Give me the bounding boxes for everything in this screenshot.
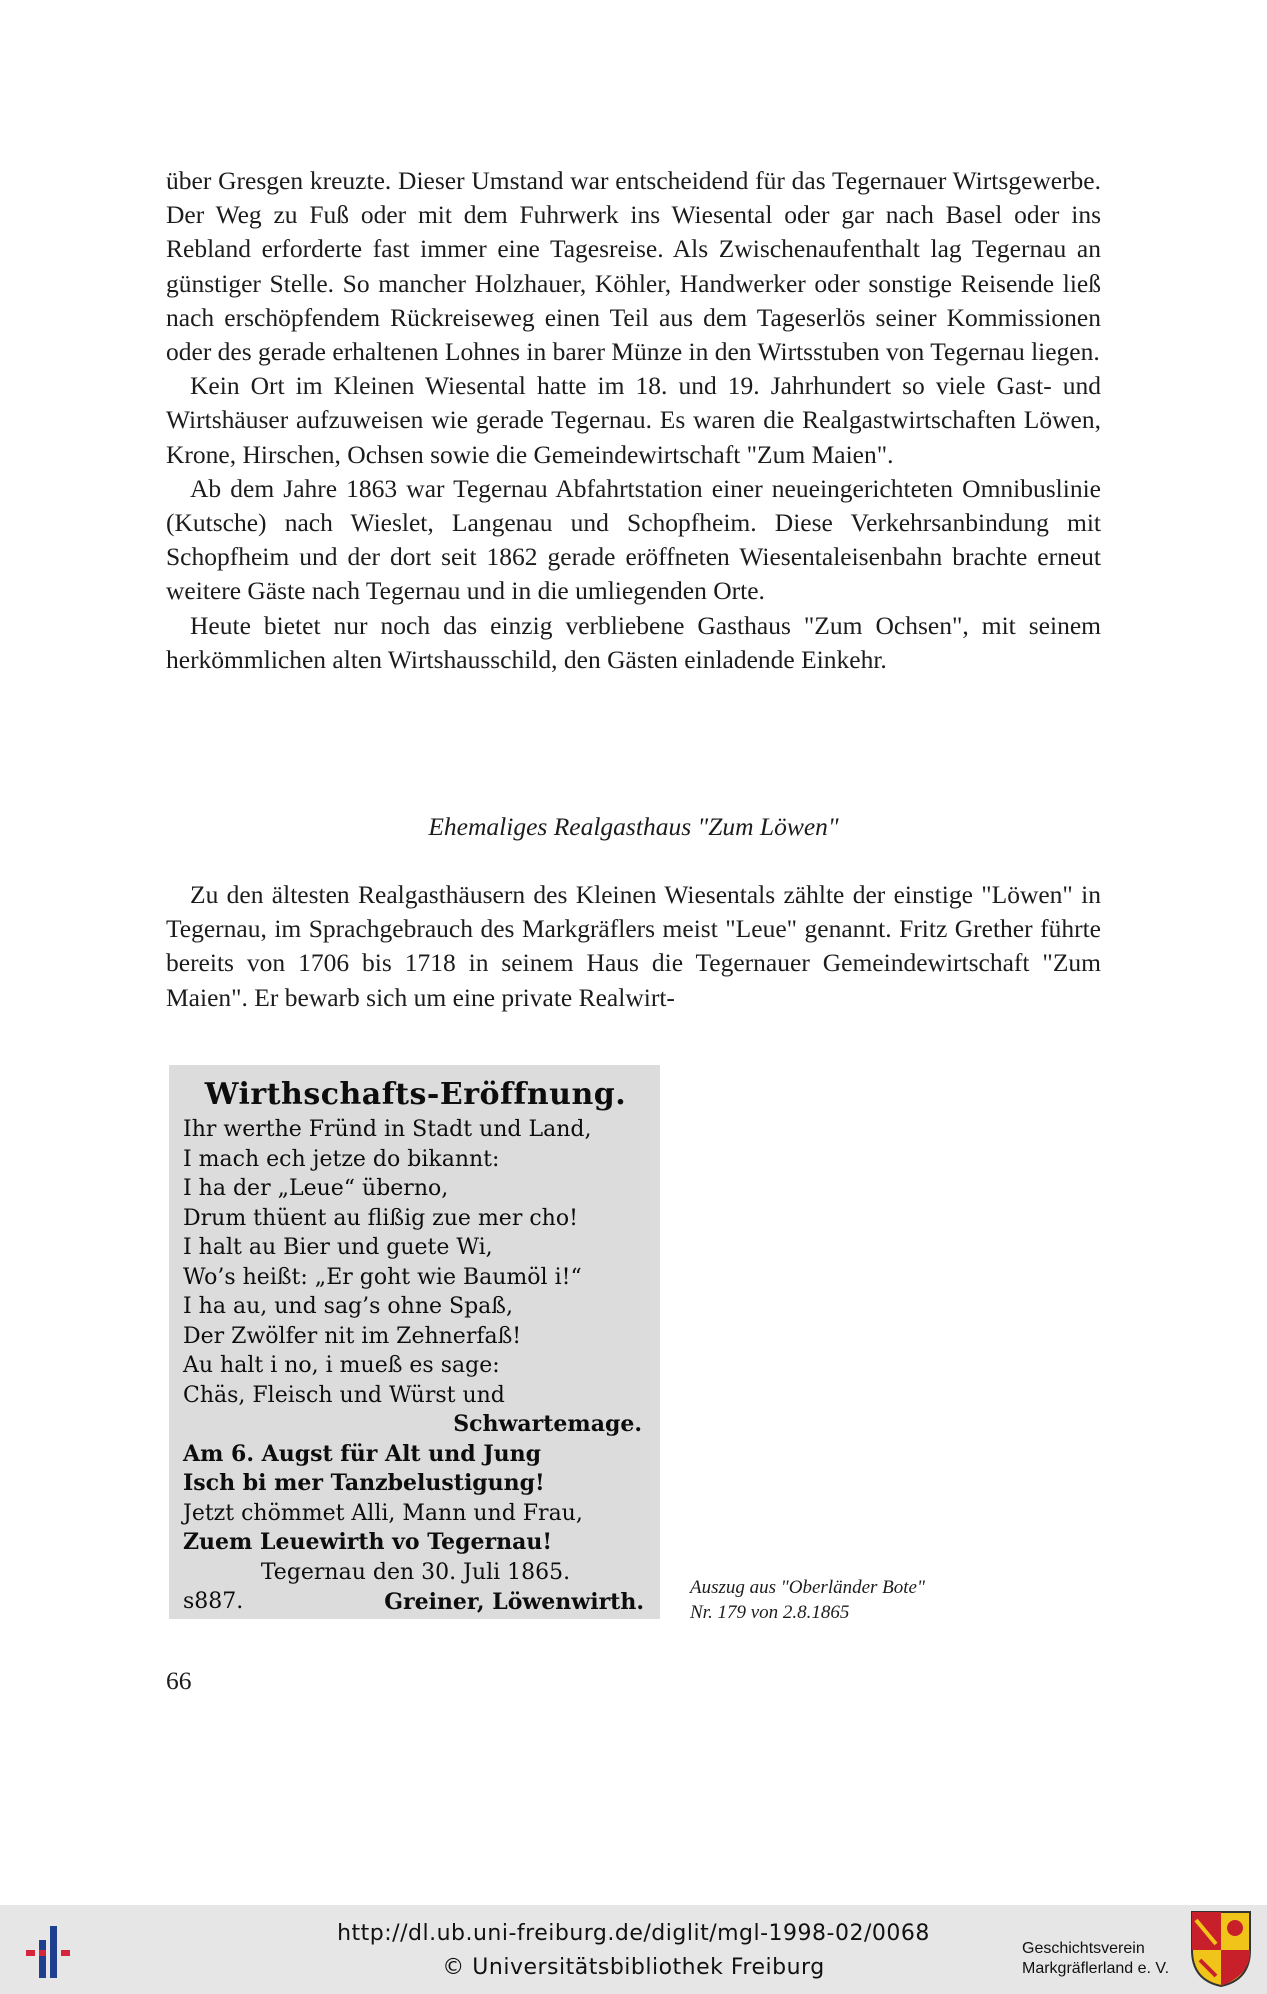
caption-line: Auszug aus "Oberländer Bote"	[690, 1577, 925, 1598]
clipping-line: I ha der „Leue“ überno,	[183, 1176, 449, 1201]
page-number: 66	[166, 1666, 192, 1695]
coat-of-arms-icon	[1190, 1910, 1252, 1988]
clipping-line: Der Zwölfer nit im Zehnerfaß!	[183, 1323, 522, 1349]
section-heading: Ehemaliges Realgasthaus "Zum Löwen"	[428, 812, 839, 841]
society-line: Markgräflerland e. V.	[1022, 1960, 1170, 1977]
society-name	[1022, 1939, 1182, 1979]
section-body-text	[166, 878, 1101, 1015]
clipping-line: I ha au, und sag’s ohne Spaß,	[183, 1294, 513, 1319]
paragraph: Ab dem Jahre 1863 war Tegernau Abfahrtstation einer neueingerichteten Omnibuslinie (Kutsche) nach Wieslet, Langenau und Schopfheim. Diese Verkehrsanbindung mit Schopfheim und der dort seit 1862 gerade eröffneten Wiesentaleisenbahn brachte erneut weitere Gäste nach Tegernau und in die umliegenden Orte.	[166, 473, 1101, 606]
paragraph: Kein Ort im Kleinen Wiesental hatte im 18. und 19. Jahrhundert so viele Gast- und Wirtshäuser aufzuweisen wie gerade Tegernau. Es waren die Realgastwirtschaften Löwen, Krone, Hirschen, Ochsen sowie die Gemeindewirtschaft "Zum Maien".	[166, 371, 1101, 469]
paragraph: Zu den ältesten Realgasthäusern des Kleinen Wiesentals zählte der einstige "Löwen" in Tegernau, im Sprachgebrauch des Markgräflers meist "Leue" genannt. Fritz Grether führte bereits von 1706 bis 1718 in seinem Haus die Tegernauer Gemeindewirtschaft "Zum Maien". Er bewarb sich um eine private Realwirt-	[166, 880, 1101, 1012]
clipping-line: I halt au Bier und guete Wi,	[183, 1235, 493, 1260]
clipping-line: Drum thüent au flißig zue mer cho!	[183, 1205, 578, 1231]
clipping-line: Au halt i no, i mueß es sage:	[183, 1353, 500, 1378]
clipping-line: Isch bi mer Tanzbelustigung!	[183, 1470, 545, 1496]
clipping-line: Chäs, Fleisch und Würst und	[183, 1382, 505, 1408]
clipping-title: Wirthschafts-Eröffnung.	[204, 1077, 627, 1112]
clipping-line: Am 6. Augst für Alt und Jung	[183, 1440, 542, 1467]
clipping-footer	[183, 1587, 648, 1617]
paragraph: Heute bietet nur noch das einzig verbliebene Gasthaus "Zum Ochsen", mit seinem herkömmlichen alten Wirtshausschild, den Gästen einladende Einkehr.	[166, 610, 1101, 674]
clipping-ad-number: s887.	[183, 1589, 244, 1614]
clipping-line: Tegernau den 30. Juli 1865.	[260, 1559, 571, 1585]
society-line: Geschichtsverein	[1022, 1940, 1145, 1957]
clipping-signature: Greiner, Löwenwirth.	[384, 1589, 644, 1615]
clipping-line: Schwartemage.	[453, 1411, 642, 1437]
clipping-line: Wo’s heißt: „Er goht wie Baumöl i!“	[183, 1264, 582, 1290]
footer-bar	[0, 1905, 1267, 1994]
clipping-line: I mach ech jetze do bikannt:	[183, 1146, 500, 1172]
permalink-link[interactable]: http://dl.ub.uni-freiburg.de/diglit/mgl-1998-02/0068	[337, 1921, 930, 1946]
clipping-line: Jetzt chömmet Alli, Mann und Frau,	[183, 1500, 583, 1526]
caption-line: Nr. 179 von 2.8.1865	[690, 1602, 850, 1623]
newspaper-clipping	[169, 1065, 660, 1619]
clipping-line: Zuem Leuewirth vo Tegernau!	[183, 1529, 552, 1555]
body-text	[166, 164, 1101, 677]
image-caption	[690, 1575, 1010, 1625]
copyright-text: © Universitätsbibliothek Freiburg	[442, 1955, 825, 1980]
clipping-line: Ihr werthe Fründ in Stadt und Land,	[183, 1117, 592, 1142]
paragraph: über Gresgen kreuzte. Dieser Umstand war entscheidend für das Tegernauer Wirtsgewerbe. Der Weg zu Fuß oder mit dem Fuhrwerk ins Wiesental oder gar nach Basel oder ins Rebland erforderte fast immer eine Tagesreise. Als Zwischenaufenthalt lag Tegernau an günstiger Stelle. So mancher Holzhauer, Köhler, Handwerker oder sonstige Reisende ließ nach erschöpfendem Rückreiseweg einen Teil aus dem Tageserlös seiner Kommissionen oder des gerade erhaltenen Lohnes in barer Münze in den Wirtsstuben von Tegernau liegen.	[166, 166, 1101, 367]
